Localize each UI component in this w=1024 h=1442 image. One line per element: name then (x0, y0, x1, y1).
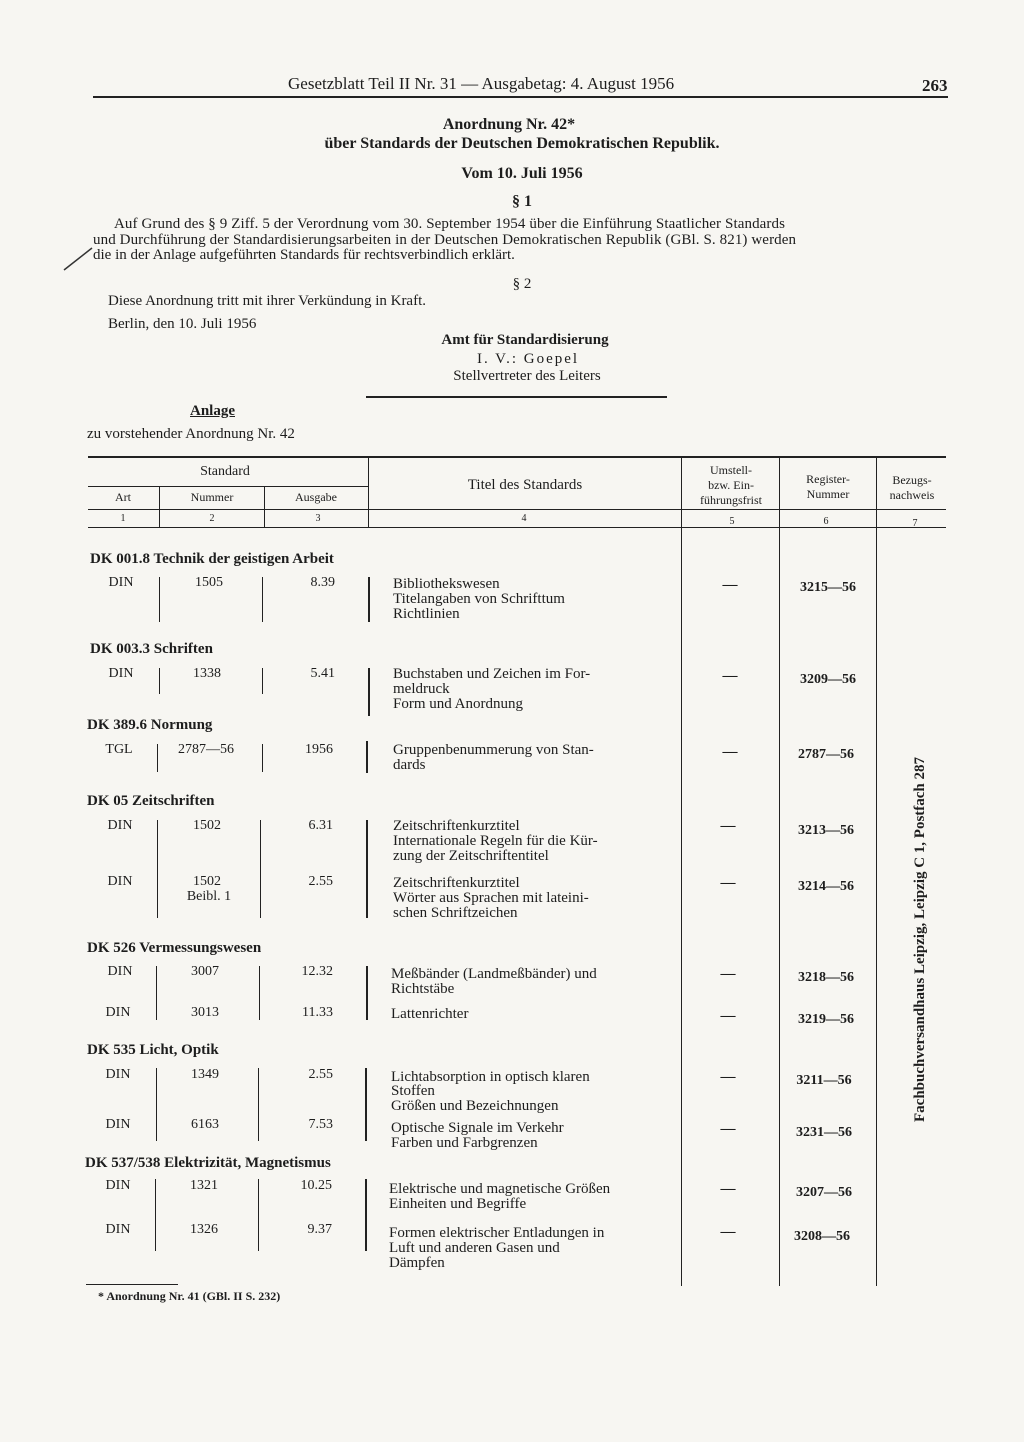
row-divider (365, 1179, 367, 1251)
header-umstell-3: führungsfrist (700, 493, 762, 507)
bezugsnachweis-vertical: Fachbuchversandhaus Leipzig, Leipzig C 1, Postfach 287 (912, 756, 928, 1122)
cell-frist: — (720, 818, 736, 834)
table-number-rule (88, 527, 946, 528)
cell-nummer: 1502 (193, 818, 221, 833)
cell-ausgabe: 7.53 (308, 1117, 333, 1132)
cell-nummer: 3013 (191, 1005, 219, 1020)
section-1-heading: § 1 (512, 193, 532, 210)
cell-art: DIN (105, 1067, 131, 1082)
cell-art: DIN (107, 874, 133, 889)
cell-titel-line: Farben und Farbgrenzen (391, 1135, 538, 1151)
cell-titel-line: Optische Signale im Verkehr (391, 1120, 564, 1136)
header-rule (93, 96, 948, 98)
cell-nummer: 1502 (193, 874, 221, 889)
cell-titel-line: Größen und Bezeichnungen (391, 1098, 559, 1114)
cell-titel-line: Form und Anordnung (393, 696, 524, 712)
cell-register: 3209—56 (800, 672, 856, 687)
cell-frist: — (720, 1181, 736, 1197)
cell-titel-line: Lichtabsorption in optisch klaren (391, 1069, 590, 1085)
cell-nummer: 2787—56 (178, 742, 234, 757)
col-number-6: 6 (823, 516, 829, 527)
cell-titel-line: Gruppenbenummerung von Stan- (393, 742, 594, 758)
cell-register: 3208—56 (794, 1229, 850, 1244)
cell-ausgabe: 2.55 (308, 874, 333, 889)
signature: I. V.: Goepel (476, 351, 580, 367)
table-divider (368, 456, 369, 527)
header-nummer: Nummer (190, 490, 234, 504)
cell-art: DIN (108, 666, 134, 681)
cell-register: 3231—56 (796, 1125, 852, 1140)
cell-ausgabe: 9.37 (307, 1222, 332, 1237)
cell-nummer: 3007 (191, 964, 219, 979)
section-2-text: Diese Anordnung tritt mit ihrer Verkündung in Kraft. (108, 293, 427, 309)
row-divider (366, 966, 368, 1020)
cell-titel-line: Elektrische und magnetische Größen (389, 1181, 611, 1197)
row-divider (156, 1068, 157, 1141)
cell-register: 3215—56 (800, 580, 856, 595)
section-1-line-1: Auf Grund des § 9 Ziff. 5 der Verordnung vom 30. September 1954 über die Einführung Staatlicher Standards (114, 216, 786, 232)
cell-art: DIN (105, 1005, 131, 1020)
cell-art: DIN (107, 818, 133, 833)
header-umstell-1: Umstell- (710, 463, 752, 477)
header-titel: Titel des Standards (467, 477, 583, 493)
signature-role: Stellvertreter des Leiters (453, 368, 601, 384)
table-divider (779, 456, 780, 1286)
cell-frist: — (722, 668, 738, 684)
cell-art: DIN (107, 964, 133, 979)
row-divider (366, 820, 368, 918)
cell-ausgabe: 6.31 (308, 818, 333, 833)
row-divider (156, 966, 157, 1020)
section-heading: DK 535 Licht, Optik (87, 1042, 219, 1058)
pencil-mark-line (64, 248, 92, 270)
section-heading: DK 537/538 Elektrizität, Magnetismus (85, 1155, 331, 1171)
cell-art: TGL (105, 742, 133, 757)
cell-register: 3219—56 (798, 1012, 854, 1027)
cell-frist: — (720, 1008, 736, 1024)
running-title: Gesetzblatt Teil II Nr. 31 — Ausgabetag: 4. August 1956 (288, 74, 675, 93)
header-bezug-1: Bezugs- (892, 473, 932, 487)
row-divider (258, 1179, 259, 1251)
section-2-heading: § 2 (512, 276, 532, 292)
row-divider (159, 577, 160, 622)
cell-nummer-suffix: Beibl. 1 (186, 889, 232, 904)
row-divider (262, 577, 263, 622)
cell-ausgabe: 2.55 (308, 1067, 333, 1082)
col-number-3: 3 (315, 513, 321, 524)
table-top-rule (88, 456, 946, 458)
cell-register: 3211—56 (796, 1073, 852, 1088)
cell-titel-line: Zeitschriftenkurztitel (393, 875, 520, 891)
cell-titel-line: Lattenrichter (391, 1006, 469, 1022)
row-divider (260, 820, 261, 918)
cell-nummer: 1349 (191, 1067, 219, 1082)
cell-titel-line: Bibliothekswesen (393, 576, 500, 592)
cell-art: DIN (105, 1222, 131, 1237)
header-art: Art (115, 490, 131, 504)
cell-register: 3214—56 (798, 879, 854, 894)
cell-frist: — (722, 577, 738, 593)
header-ausgabe: Ausgabe (295, 490, 337, 504)
col-number-5: 5 (729, 516, 735, 527)
decree-title: Anordnung Nr. 42* (442, 116, 576, 133)
page-number: 263 (922, 76, 948, 95)
decree-subtitle: über Standards der Deutschen Demokratischen Republik. (324, 135, 720, 152)
cell-art: DIN (105, 1178, 131, 1193)
cell-titel-line: Dämpfen (389, 1255, 445, 1271)
cell-ausgabe: 8.39 (310, 575, 335, 590)
cell-titel-line: Internationale Regeln für die Kür- (393, 833, 598, 849)
row-divider (157, 820, 158, 918)
section-1-line-2: und Durchführung der Standardisierungsarbeiten in der Deutschen Demokratischen Republik (GBl. S. 821) werden (93, 232, 797, 248)
cell-ausgabe: 10.25 (300, 1178, 332, 1193)
col-number-7: 7 (912, 518, 918, 529)
cell-art: DIN (105, 1117, 131, 1132)
row-divider (368, 668, 370, 716)
cell-ausgabe: 12.32 (301, 964, 333, 979)
cell-frist: — (720, 1069, 736, 1085)
row-divider (366, 741, 368, 773)
header-register-1: Register- (806, 472, 850, 486)
cell-nummer: 1321 (190, 1178, 218, 1193)
cell-frist: — (720, 875, 736, 891)
cell-titel-line: meldruck (393, 681, 450, 697)
section-1-line-3: die in der Anlage aufgeführten Standards für rechtsverbindlich erklärt. (93, 247, 515, 263)
cell-nummer: 1326 (190, 1222, 218, 1237)
row-divider (365, 1068, 367, 1141)
cell-titel-line: Stoffen (391, 1083, 435, 1099)
col-number-1: 1 (120, 513, 126, 524)
cell-titel-line: Formen elektrischer Entladungen in (389, 1225, 605, 1241)
table-divider (159, 486, 160, 527)
section-heading: DK 389.6 Normung (87, 717, 213, 733)
col-number-2: 2 (209, 513, 215, 524)
cell-frist: — (720, 966, 736, 982)
cell-titel-line: zung der Zeitschriftentitel (393, 848, 549, 864)
section-heading: DK 05 Zeitschriften (87, 793, 215, 809)
table-divider (876, 456, 877, 1286)
cell-frist: — (720, 1224, 736, 1240)
place-date: Berlin, den 10. Juli 1956 (108, 316, 257, 332)
cell-titel-line: schen Schriftzeichen (393, 905, 518, 921)
row-divider (258, 1068, 259, 1141)
row-divider (368, 577, 370, 622)
signature-rule (366, 396, 667, 398)
cell-ausgabe: 5.41 (310, 666, 335, 681)
cell-register: 3218—56 (798, 970, 854, 985)
cell-ausgabe: 1956 (305, 742, 333, 757)
header-standard: Standard (200, 464, 250, 479)
row-divider (259, 966, 260, 1020)
cell-titel-line: dards (393, 757, 426, 773)
anlage-title: Anlage (190, 403, 235, 419)
header-bezug-2: nachweis (889, 488, 935, 502)
row-divider (262, 668, 263, 694)
header-register-2: Nummer (806, 487, 850, 501)
cell-frist: — (720, 1121, 736, 1137)
cell-nummer: 6163 (191, 1117, 219, 1132)
cell-titel-line: Zeitschriftenkurztitel (393, 818, 520, 834)
cell-titel-line: Buchstaben und Zeichen im For- (393, 666, 591, 682)
decree-date: Vom 10. Juli 1956 (461, 165, 583, 182)
cell-titel-line: Meßbänder (Landmeßbänder) und (391, 966, 597, 982)
footnote-rule (86, 1284, 178, 1285)
pencil-mark (62, 246, 96, 272)
header-umstell-2: bzw. Ein- (708, 478, 754, 492)
cell-nummer: 1505 (195, 575, 223, 590)
row-divider (157, 744, 158, 772)
table-group-rule (88, 486, 368, 487)
table-divider (264, 486, 265, 527)
cell-register: 2787—56 (798, 747, 854, 762)
cell-titel-line: Wörter aus Sprachen mit lateini- (393, 890, 589, 906)
cell-titel-line: Richtstäbe (391, 981, 455, 997)
cell-frist: — (722, 744, 738, 760)
col-number-4: 4 (521, 513, 527, 524)
row-divider (159, 668, 160, 694)
footnote: * Anordnung Nr. 41 (GBl. II S. 232) (98, 1289, 281, 1303)
cell-titel-line: Luft und anderen Gasen und (389, 1240, 560, 1256)
section-heading: DK 001.8 Technik der geistigen Arbeit (90, 551, 334, 567)
anlage-subtitle: zu vorstehender Anordnung Nr. 42 (87, 426, 295, 442)
table-header-rule (88, 509, 946, 510)
cell-titel-line: Einheiten und Begriffe (389, 1196, 527, 1212)
row-divider (262, 744, 263, 772)
section-heading: DK 003.3 Schriften (90, 641, 213, 657)
cell-art: DIN (108, 575, 134, 590)
cell-ausgabe: 11.33 (302, 1005, 333, 1020)
cell-titel-line: Richtlinien (393, 606, 460, 622)
cell-register: 3213—56 (798, 823, 854, 838)
table-divider (681, 456, 682, 1286)
cell-nummer: 1338 (193, 666, 221, 681)
cell-titel-line: Titelangaben von Schrifttum (393, 591, 565, 607)
section-heading: DK 526 Vermessungswesen (87, 940, 262, 956)
cell-register: 3207—56 (796, 1185, 852, 1200)
authority: Amt für Standardisierung (441, 332, 609, 348)
row-divider (155, 1179, 156, 1251)
